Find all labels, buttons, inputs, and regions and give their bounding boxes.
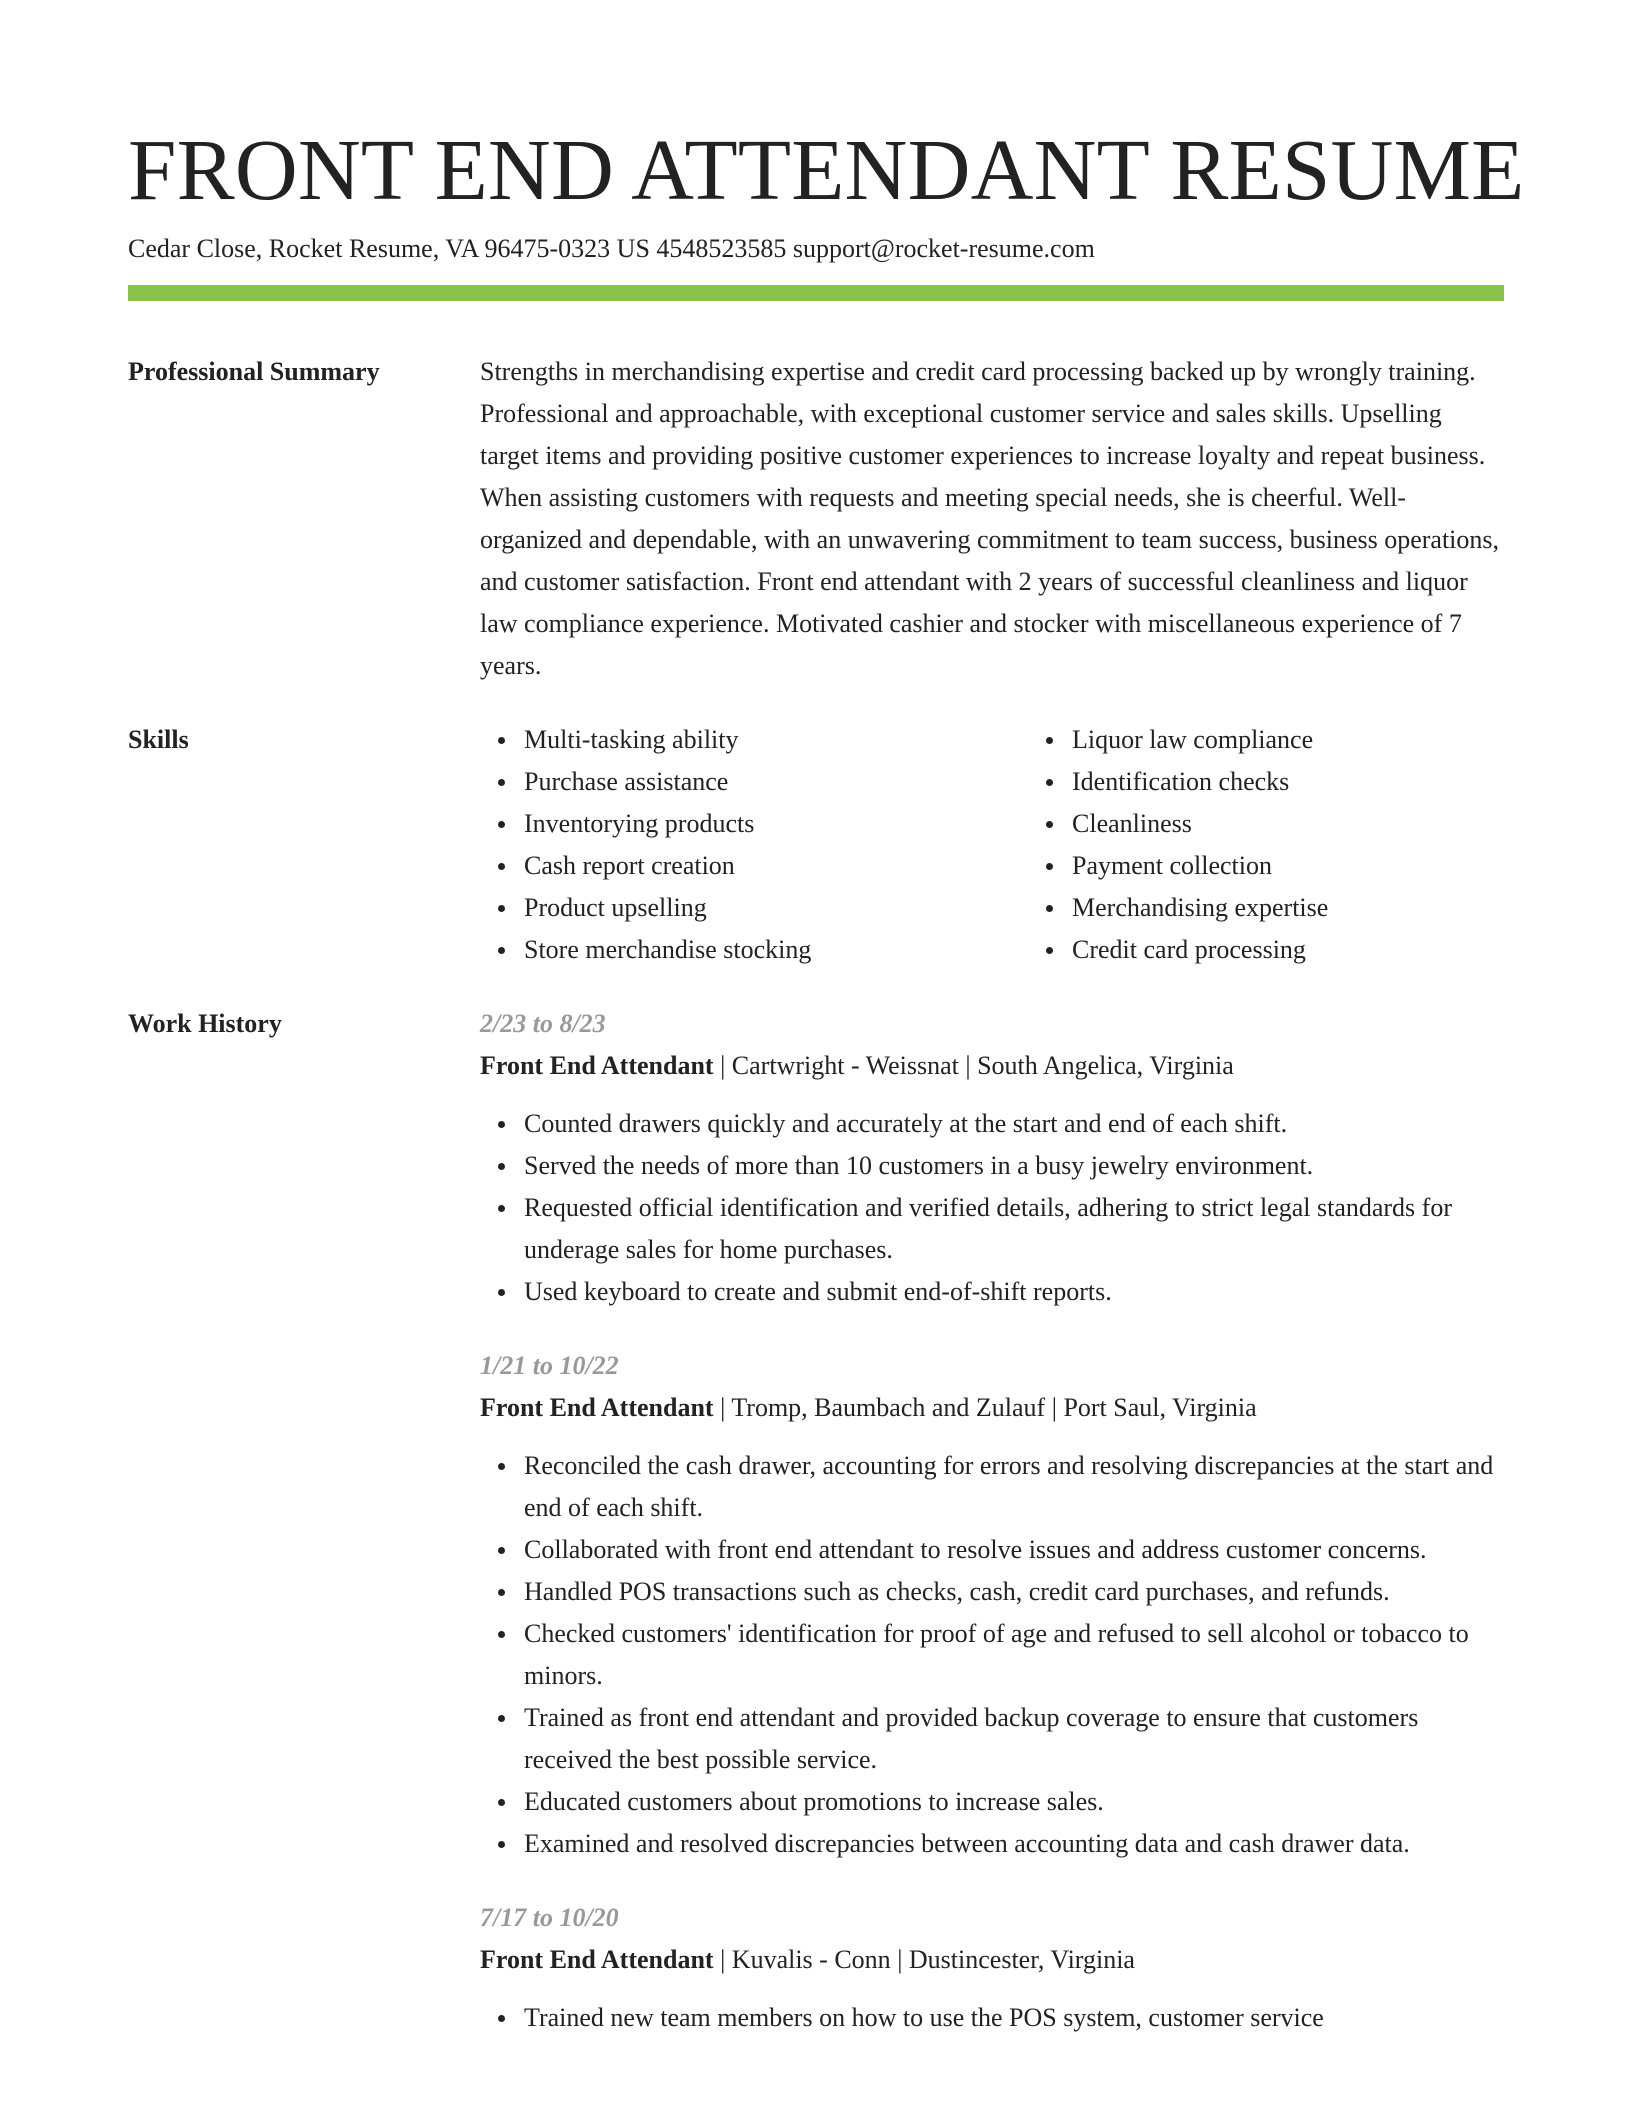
resume-page bbox=[128, 0, 1525, 2071]
job-entry bbox=[480, 1897, 1504, 2039]
job-location: Port Saul, Virginia bbox=[1063, 1393, 1257, 1422]
job-bullet: Examined and resolved discrepancies between accounting data and cash drawer data. bbox=[524, 1823, 1504, 1865]
skills-label: Skills bbox=[128, 725, 189, 754]
separator: | bbox=[958, 1051, 978, 1080]
skills-section bbox=[128, 719, 1504, 971]
job-dates: 1/21 to 10/22 bbox=[480, 1351, 619, 1380]
job-company: Tromp, Baumbach and Zulauf bbox=[731, 1393, 1046, 1422]
contact-line: Cedar Close, Rocket Resume, VA 96475-0323 US 4548523585 support@rocket-resume.com bbox=[128, 234, 1095, 263]
job-dates: 2/23 to 8/23 bbox=[480, 1009, 606, 1038]
job-company: Cartwright - Weissnat bbox=[731, 1051, 959, 1080]
skill-item: Merchandising expertise bbox=[1072, 887, 1576, 929]
job-bullet: Trained new team members on how to use the POS system, customer service bbox=[524, 1997, 1504, 2039]
summary-label: Professional Summary bbox=[128, 357, 380, 386]
separator: | bbox=[713, 1393, 732, 1422]
job-bullet: Handled POS transactions such as checks, cash, credit card purchases, and refunds. bbox=[524, 1571, 1504, 1613]
separator: | bbox=[713, 1945, 732, 1974]
skill-item: Inventorying products bbox=[524, 803, 1028, 845]
resume-title: FRONT END ATTENDANT RESUME bbox=[128, 121, 1525, 218]
job-bullet: Trained as front end attendant and provided backup coverage to ensure that customers received the best possible service. bbox=[524, 1697, 1504, 1781]
job-bullet: Reconciled the cash drawer, accounting for errors and resolving discrepancies at the start and end of each shift. bbox=[524, 1445, 1504, 1529]
skill-item: Purchase assistance bbox=[524, 761, 1028, 803]
job-location: South Angelica, Virginia bbox=[977, 1051, 1234, 1080]
job-bullet: Collaborated with front end attendant to resolve issues and address customer concerns. bbox=[524, 1529, 1504, 1571]
accent-divider bbox=[128, 285, 1504, 301]
skill-item: Store merchandise stocking bbox=[524, 929, 1028, 971]
job-bullet: Requested official identification and verified details, adhering to strict legal standards for underage sales for home purchases. bbox=[524, 1187, 1504, 1271]
job-bullet: Educated customers about promotions to increase sales. bbox=[524, 1781, 1504, 1823]
separator: | bbox=[1045, 1393, 1064, 1422]
skill-item: Product upselling bbox=[524, 887, 1028, 929]
job-entry bbox=[480, 1003, 1504, 1313]
job-location: Dustincester, Virginia bbox=[908, 1945, 1135, 1974]
job-bullet: Served the needs of more than 10 customers in a busy jewelry environment. bbox=[524, 1145, 1504, 1187]
job-company: Kuvalis - Conn bbox=[731, 1945, 891, 1974]
skill-item: Identification checks bbox=[1072, 761, 1576, 803]
skill-item: Liquor law compliance bbox=[1072, 719, 1576, 761]
summary-section bbox=[128, 351, 1504, 687]
skill-item: Credit card processing bbox=[1072, 929, 1576, 971]
job-bullet: Checked customers' identification for proof of age and refused to sell alcohol or tobacco to minors. bbox=[524, 1613, 1504, 1697]
job-bullet: Used keyboard to create and submit end-of-shift reports. bbox=[524, 1271, 1504, 1313]
job-title: Front End Attendant bbox=[480, 1051, 714, 1080]
job-bullets bbox=[480, 1997, 1504, 2039]
job-bullets bbox=[480, 1445, 1504, 1865]
skill-item: Cleanliness bbox=[1072, 803, 1576, 845]
job-entry bbox=[480, 1345, 1504, 1865]
summary-text: Strengths in merchandising expertise and credit card processing backed up by wrongly training. Professional and approachable, with exceptional customer service and sales skills. Upselling target items and providing positive customer experiences to increase loyalty and repeat business. When assisting customers with requests and meeting special needs, she is cheerful. Well-organized and dependable, with an unwavering commitment to team success, business operations, and customer satisfaction. Front end attendant with 2 years of successful cleanliness and liquor law compliance experience. Motivated cashier and stocker with miscellaneous experience of 7 years. bbox=[480, 357, 1500, 680]
job-bullets bbox=[480, 1103, 1504, 1313]
job-dates: 7/17 to 10/20 bbox=[480, 1903, 619, 1932]
job-heading bbox=[480, 1045, 1504, 1087]
separator: | bbox=[713, 1051, 732, 1080]
separator: | bbox=[890, 1945, 909, 1974]
work-history-section bbox=[128, 1003, 1504, 2071]
skill-item: Multi-tasking ability bbox=[524, 719, 1028, 761]
skill-item: Cash report creation bbox=[524, 845, 1028, 887]
job-bullet: Counted drawers quickly and accurately at the start and end of each shift. bbox=[524, 1103, 1504, 1145]
job-heading bbox=[480, 1939, 1504, 1981]
skills-column-2 bbox=[1028, 719, 1576, 971]
job-title: Front End Attendant bbox=[480, 1945, 714, 1974]
skills-column-1 bbox=[480, 719, 1028, 971]
job-heading bbox=[480, 1387, 1504, 1429]
work-history-label: Work History bbox=[128, 1009, 282, 1038]
job-title: Front End Attendant bbox=[480, 1393, 714, 1422]
skill-item: Payment collection bbox=[1072, 845, 1576, 887]
